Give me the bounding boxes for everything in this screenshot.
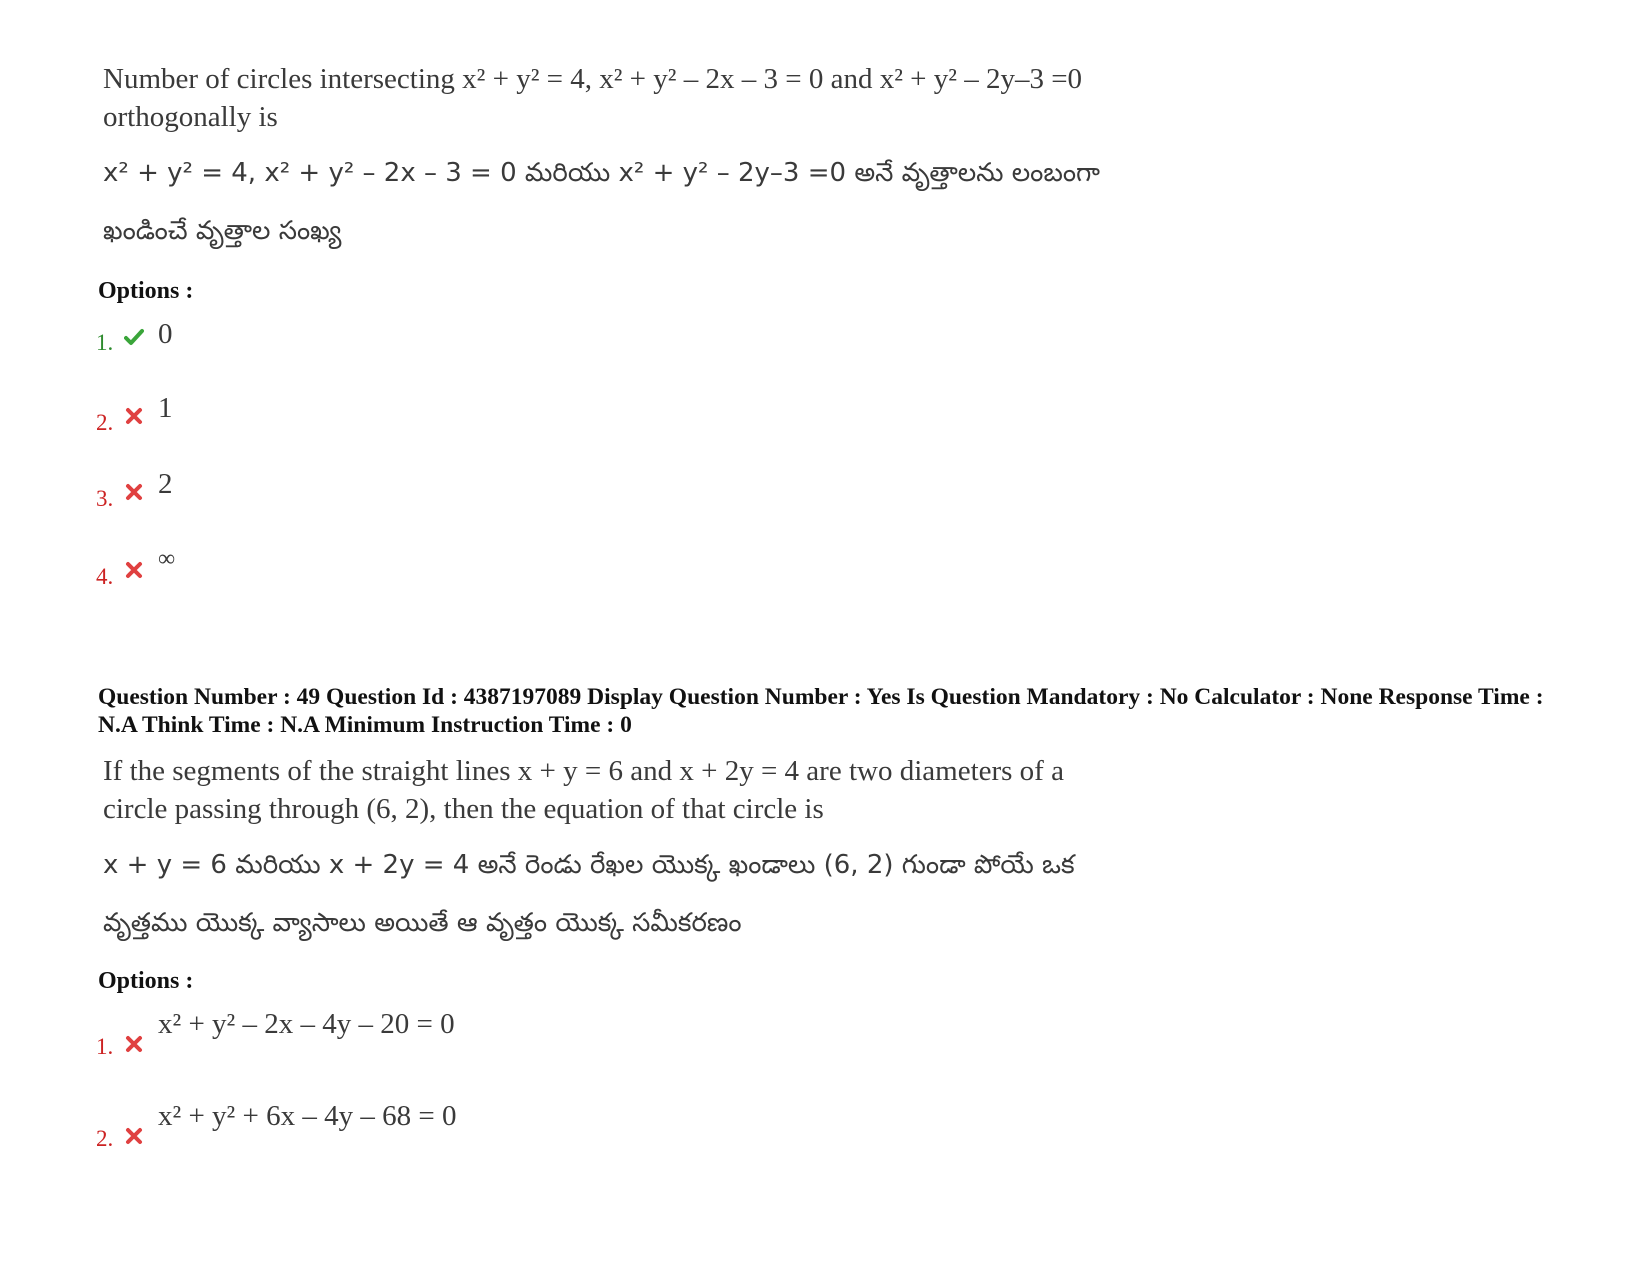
q48-options-label: Options :	[98, 278, 194, 304]
q49-english-line-2: circle passing through (6, 2), then the equation of that circle is	[103, 793, 824, 825]
q48-english-line-1: Number of circles intersecting x² + y² = 4, x² + y² – 2x – 3 = 0 and x² + y² – 2y–3 =0	[103, 63, 1083, 95]
q48-telugu-line-2: ఖండించే వృత్తాల సంఖ్య	[103, 216, 342, 246]
cross-icon	[124, 406, 144, 426]
option-text: ∞	[158, 546, 176, 572]
q49-english-line-1: If the segments of the straight lines x + y = 6 and x + 2y = 4 are two diameters of a	[103, 755, 1064, 787]
option-text: 2	[158, 468, 173, 500]
q48-question-text	[103, 60, 1100, 250]
option-number: 1.	[96, 1034, 114, 1059]
cross-icon	[124, 1126, 144, 1146]
option-number: 4.	[96, 564, 114, 589]
option-number: 2.	[96, 1126, 114, 1151]
cross-icon	[124, 1034, 144, 1054]
q49-question-meta: Question Number : 49 Question Id : 4387197089 Display Question Number : Yes Is Question Mandatory : No Calculator : None Response Time : N.A Think Time : N.A Minimum Instruction Time : 0	[98, 684, 1544, 738]
option-number: 2.	[96, 410, 114, 435]
option-number: 3.	[96, 486, 114, 511]
option-number: 1.	[96, 330, 114, 355]
q48-english-line-2: orthogonally is	[103, 101, 278, 133]
option-text: 0	[158, 318, 173, 350]
cross-icon	[124, 482, 144, 502]
q49-telugu-line-1: x + y = 6 మరియు x + 2y = 4 అనే రెండు రేఖల యొక్క ఖండాలు (6, 2) గుండా పోయే ఒక	[103, 850, 1075, 880]
check-icon	[124, 328, 144, 348]
q49-question-text	[103, 752, 1075, 942]
q48-telugu-line-1: x² + y² = 4, x² + y² – 2x – 3 = 0 మరియు x² + y² – 2y–3 =0 అనే వృత్తాలను లంబంగా	[103, 158, 1100, 188]
q49-telugu-line-2: వృత్తము యొక్క వ్యాసాలు అయితే ఆ వృత్తం యొక్క సమీకరణం	[103, 908, 742, 938]
option-text: x² + y² + 6x – 4y – 68 = 0	[158, 1100, 457, 1132]
option-text: 1	[158, 392, 173, 424]
option-text: x² + y² – 2x – 4y – 20 = 0	[158, 1008, 455, 1040]
cross-icon	[124, 560, 144, 580]
q49-options-label: Options :	[98, 968, 194, 994]
